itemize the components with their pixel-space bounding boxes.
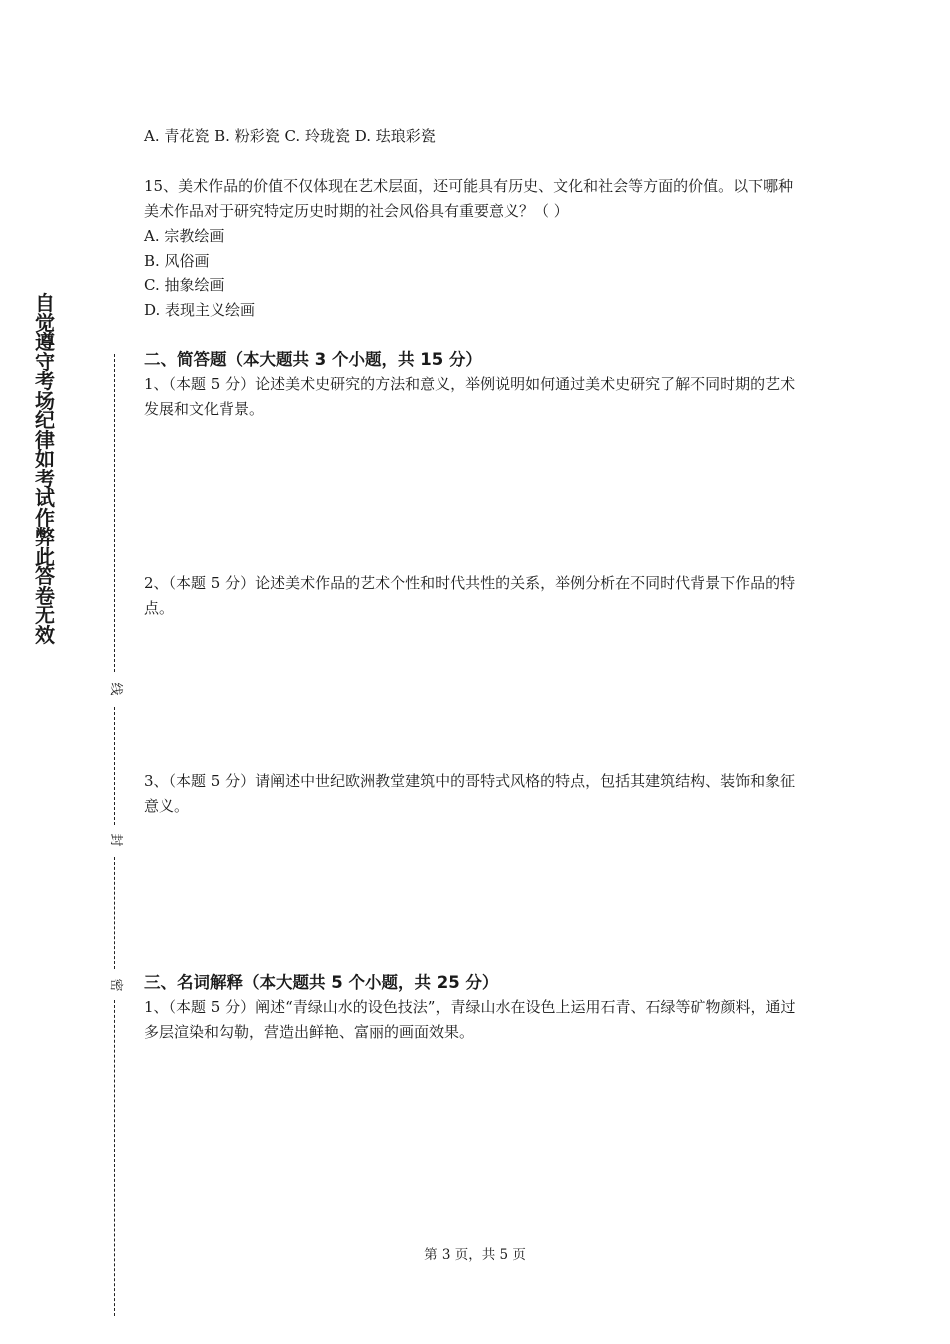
- seal-close-char: 密: [108, 978, 123, 992]
- section2-question-1: 1、（本题 5 分）论述美术史研究的方法和意义，举例说明如何通过美术史研究了解不同时期的艺术发展和文化背景。: [144, 375, 796, 418]
- q15-stem: 15、美术作品的价值不仅体现在艺术层面，还可能具有历史、文化和社会等方面的价值。以下哪种美术作品对于研究特定历史时期的社会风俗具有重要意义？（ ）: [144, 177, 794, 220]
- q15-option-b: B. 风俗画: [144, 252, 210, 270]
- q15-option-c: C. 抽象绘画: [144, 276, 225, 294]
- section3-heading: 三、名词解释（本大题共 5 个小题，共 25 分）: [144, 973, 499, 992]
- seal-dashed-line: [114, 354, 115, 672]
- q15-option-a: A. 宗教绘画: [144, 227, 225, 245]
- section2-question-2: 2、（本题 5 分）论述美术作品的艺术个性和时代共性的关系，举例分析在不同时代背景下作品的特点。: [144, 574, 796, 617]
- section2-heading: 二、简答题（本大题共 3 个小题，共 15 分）: [144, 350, 482, 369]
- seal-dashed-line: [114, 707, 115, 825]
- seal-line-char: 线: [108, 682, 123, 696]
- q15-option-d: D. 表现主义绘画: [144, 301, 256, 319]
- section2-question-3: 3、（本题 5 分）请阐述中世纪欧洲教堂建筑中的哥特式风格的特点，包括其建筑结构、装饰和象征意义。: [144, 772, 796, 815]
- q14-options: A. 青花瓷 B. 粉彩瓷 C. 玲珑瓷 D. 珐琅彩瓷: [144, 127, 436, 145]
- section3-question-1: 1、（本题 5 分）阐述“青绿山水的设色技法”，青绿山水在设色上运用石青、石绿等矿物颜料，通过多层渲染和勾勒，营造出鲜艳、富丽的画面效果。: [144, 998, 796, 1041]
- seal-dashed-line: [114, 857, 115, 969]
- seal-seal-char: 封: [108, 833, 123, 847]
- seal-dashed-line: [114, 1000, 115, 1316]
- page-number: 第 3 页，共 5 页: [424, 1247, 526, 1263]
- exam-discipline-notice: 自觉遵守考场纪律如考试作弊此答卷无效: [35, 291, 55, 647]
